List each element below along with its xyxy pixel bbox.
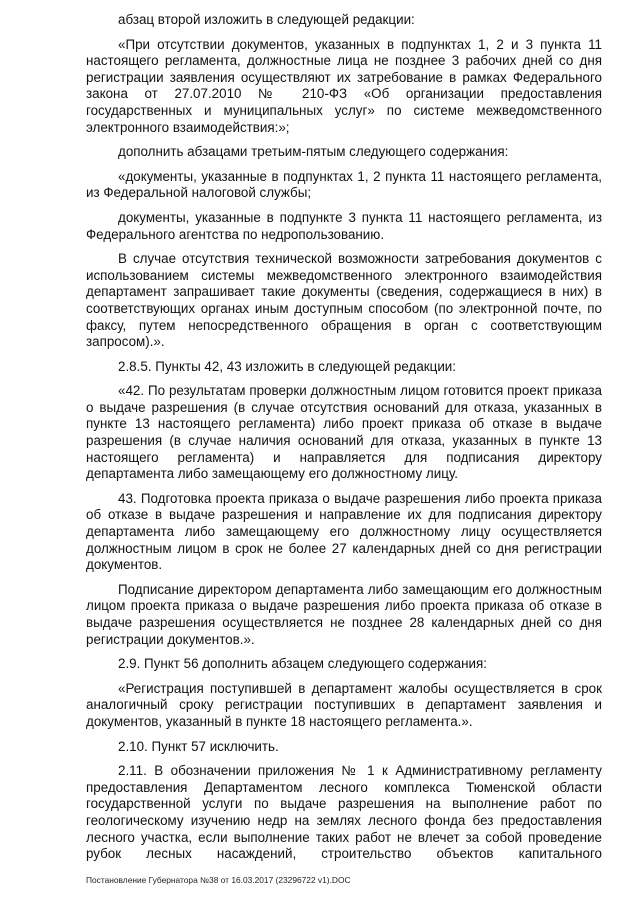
paragraph-1: абзац второй изложить в следующей редакции: [118, 12, 415, 27]
paragraph-4: «документы, указанные в подпунктах 1, 2 пункта 11 настоящего регламента, из Федеральной налоговой службы; [86, 168, 602, 201]
document-body [86, 12, 602, 871]
paragraph-10: Подписание директором департамента либо замещающим его должностным лицом проекта приказа о выдаче разрешения либо проекта приказа об отказе в выдаче разрешения осуществляется не позднее 28 календарных дней со дня регистрации документов.». [86, 581, 602, 647]
paragraph-8: «42. По результатам проверки должностным лицом готовится проект приказа о выдаче разрешения (в случае отсутствия оснований для отказа, указанных в пункте 13 настоящего регламента) либо проект приказа об отказе в выдаче разрешения (в случае наличия оснований для отказа, указанных в пункте 13 настоящего регламента) и направляется для подписания директору департамента либо замещающему его должностному лицу. [86, 383, 602, 482]
paragraph-2: «При отсутствии документов, указанных в подпунктах 1, 2 и 3 пункта 11 настоящего регламента, должностные лица не позднее 3 рабочих дней со дня регистрации заявления осуществляют их затребование в рамках Федерального закона от 27.07.2010 № 210-ФЗ «Об организации предоставления государственных и муниципальных услуг» по системе межведомственного электронного взаимодействия:»; [86, 36, 602, 135]
document-footer: Постановление Губернатора №38 от 16.03.2017 (23296722 v1).DOC [86, 875, 351, 885]
paragraph-5: документы, указанные в подпункте 3 пункта 11 настоящего регламента, из Федерального агентства по недропользованию. [86, 209, 602, 242]
paragraph-9: 43. Подготовка проекта приказа о выдаче разрешения либо проекта приказа об отказе в выдаче разрешения и направление их для подписания директору департамента либо замещающему его должностному лицу осуществляется должностным лицом в срок не более 27 календарных дней со дня регистрации документов. [86, 490, 602, 573]
paragraph-11: 2.9. Пункт 56 дополнить абзацем следующего содержания: [118, 656, 487, 672]
paragraph-3: дополнить абзацами третьим-пятым следующего содержания: [118, 144, 509, 160]
paragraph-6: В случае отсутствия технической возможности затребования документов с использованием системы межведомственного электронного взаимодействия департамент запрашивает такие документы (сведения, содержащиеся в них) в соответствующих органах иным доступным способом (по электронной почте, по факсу, путем непосредственного обращения в орган с соответствующим запросом).». [86, 251, 602, 350]
paragraph-13: 2.10. Пункт 57 исключить. [118, 738, 279, 754]
paragraph-12: «Регистрация поступившей в департамент жалобы осуществляется в срок аналогичный сроку регистрации поступивших в департамент заявления и документов, указанный в пункте 18 настоящего регламента.». [86, 680, 602, 729]
paragraph-7: 2.8.5. Пункты 42, 43 изложить в следующей редакции: [118, 358, 457, 374]
paragraph-14: 2.11. В обозначении приложения № 1 к Административному регламенту предоставления Департаментом лесного комплекса Тюменской области государственной услуги по выдаче разрешения на выполнение работ по геологическому изучению недр на землях лесного фонда без предоставления лесного участка, если выполнение таких работ не влечет за собой проведение рубок лесных насаждений, строительство объектов капитального [86, 763, 602, 862]
